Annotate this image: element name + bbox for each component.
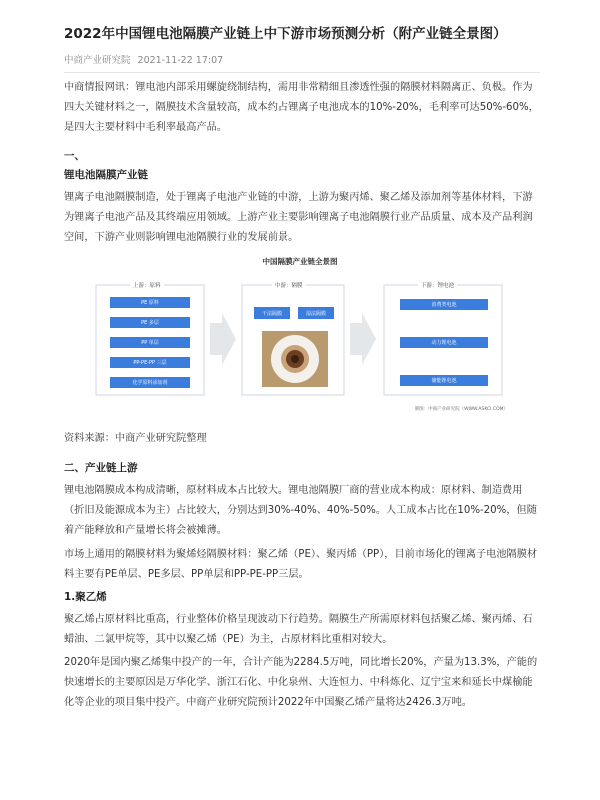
subsection-1-paragraph-2: 2020年是国内聚乙烯集中投产的一年，合计产能为2284.5万吨，同比增长20%，产量为13.3%，产能的快速增长的主要原因是万华化学、浙江石化、中化泉州、大连恒力、中科炼化、辽宁宝来和延长中煤榆能化等企业的项目集中投产。中商产业研究院预计2022年中国聚乙烯产量将达2426.3万吨。 <box>64 657 538 708</box>
arrow-up-to-mid <box>210 313 236 365</box>
downstream-item-1: 消费类电池 <box>431 302 457 308</box>
article-title: 2022年中国锂电池隔膜产业链上中下游市场预测分析（附产业链全景图） <box>64 26 507 42</box>
title-divider <box>64 72 540 73</box>
midstream-label: 中游：隔膜 <box>272 281 306 289</box>
downstream-item-2: 动力锂电池 <box>431 340 457 346</box>
midstream-item-2: 湿法隔膜 <box>305 311 326 317</box>
arrow-mid-to-down <box>350 313 376 365</box>
upstream-item-5: 化学原料添加剂 <box>132 380 168 386</box>
section-2-paragraph-2: 市场上通用的隔膜材料为聚烯烃隔膜材料：聚乙烯（PE）、聚丙烯（PP），目前市场化的锂离子电池隔膜材料主要有PE单层、PE多层、PP单层和PP-PE-PP三层。 <box>64 549 538 580</box>
upstream-item-3: PP 单层 <box>141 340 159 346</box>
downstream-label: 下游：锂电池 <box>418 281 457 289</box>
article-meta <box>64 54 223 68</box>
industry-chain-figure <box>82 253 518 418</box>
intro-paragraph: 中商情报网讯：锂电池内部采用螺旋绕制结构，需用非常精细且渗透性强的隔膜材料隔离正、负极。作为四大关键材料之一，隔膜技术含量较高，成本约占锂离子电池成本的10%-20%，毛利率可达50%-60%，是四大主要材料中毛利率最高产品。 <box>64 82 539 133</box>
subsection-1-paragraph-1: 聚乙烯占原材料比重高，行业整体价格呈现波动下行趋势。隔膜生产所需原材料包括聚乙烯、聚丙烯、石蜡油、二氯甲烷等，其中以聚乙烯（PE）为主，占原材料比重相对较大。 <box>64 614 533 645</box>
section-1-number: 一、 <box>64 150 85 162</box>
section-1-title: 锂电池隔膜产业链 <box>64 169 148 181</box>
upstream-item-2: PE 多层 <box>141 320 159 326</box>
upstream-item-4: PP-PE-PP 三层 <box>133 360 167 366</box>
midstream-item-1: 干法隔膜 <box>261 311 282 317</box>
figure-note: 制图：中商产业研究院（WWW.ASKCI.COM） <box>414 407 508 412</box>
article-source[interactable]: 中商产业研究院 <box>64 55 131 66</box>
downstream-item-3: 储能锂电池 <box>431 378 457 384</box>
section-2-paragraph-1: 锂电池隔膜成本构成清晰，原材料成本占比较大。锂电池隔膜厂商的营业成本构成：原材料、制造费用（折旧及能源成本为主）占比较大，分别达到30%-40%、40%-50%。人工成本占比在10%-20%，但随着产能释放和产量增长将会被摊薄。 <box>64 485 537 536</box>
figure-source: 资料来源：中商产业研究院整理 <box>64 433 207 444</box>
figure-title: 中国隔膜产业链全景图 <box>262 257 338 266</box>
article-datetime: 2021-11-22 17:07 <box>137 55 224 66</box>
industry-chain-diagram <box>82 253 518 418</box>
section-1-paragraph: 锂离子电池隔膜制造，处于锂离子电池产业链的中游，上游为聚丙烯、聚乙烯及添加剂等基体材料，下游为锂离子电池产品及其终端应用领域。上游产业主要影响锂离子电池隔膜行业产品质量、成本及产品利润空间，下游产业则影响锂电池隔膜行业的发展前景。 <box>64 192 533 243</box>
section-2-title: 二、产业链上游 <box>64 462 138 474</box>
upstream-label: 上游：原料 <box>130 281 164 289</box>
subsection-1-title: 1.聚乙烯 <box>64 591 107 603</box>
upstream-item-1: PE 原料 <box>141 300 159 306</box>
